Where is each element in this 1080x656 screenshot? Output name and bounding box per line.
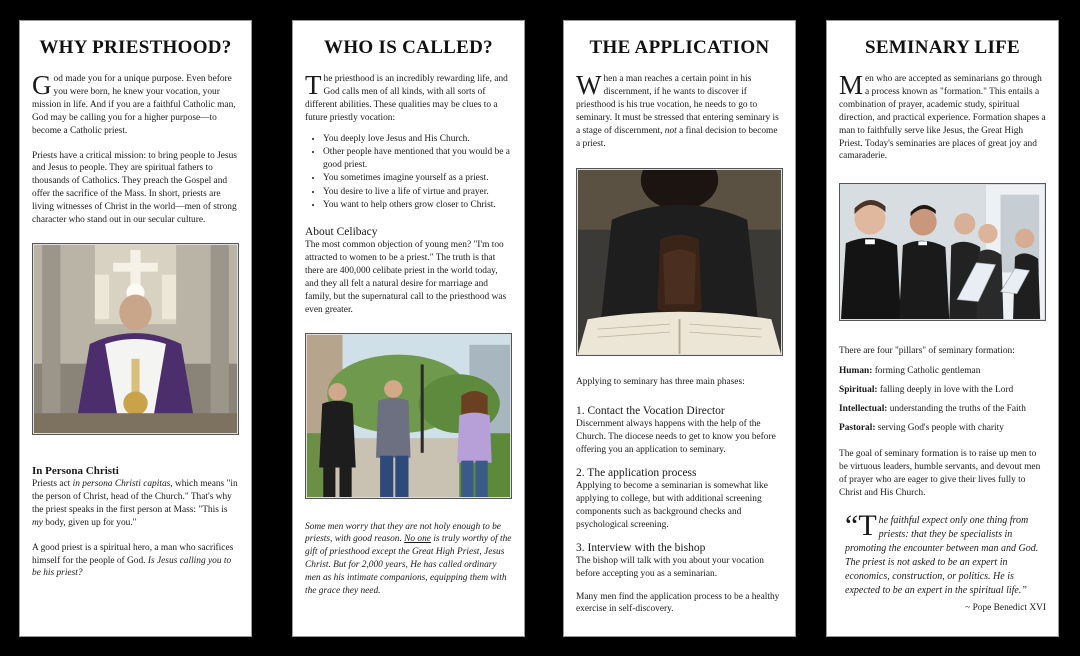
quote-attribution: ~ Pope Benedict XVI xyxy=(965,602,1046,613)
pillars-intro: There are four "pillars" of seminary formation: xyxy=(839,346,1015,357)
step-text: Discernment always happens with the help of the Church. The diocese needs to get to know you before offering you an application to seminary. xyxy=(576,419,776,456)
pillar-item: Spiritual: falling deeply in love with the Lord xyxy=(839,385,1014,396)
list-item: • You want to help others grow closer to Christ. xyxy=(323,199,512,212)
pillar-item: Human: forming Catholic gentleman xyxy=(839,366,981,377)
drop-cap: T xyxy=(305,70,322,100)
step-heading: 1. Contact the Vocation Director xyxy=(576,405,725,418)
panel-title: THE APPLICATION xyxy=(589,37,770,58)
benedict-quote: “T he faithful expect only one thing from priests: that they be specialists in promoting the encounter between man and God. The priest is not asked to be an expert in economics, construction, or politics. He is expected to be an expert in the spiritual life.” xyxy=(845,508,1039,596)
intro-paragraph: Men who are accepted as seminarians go through a process known as "formation." This entails a combination of prayer, academic study, spiritual direction, and practical experience. Formation shapes a man to faithfully serve like Jesus, the Great High Priest. Today's seminaries are places of great joy and camaraderie. xyxy=(839,70,1046,162)
list-item: • You desire to live a life of virtue and prayer. xyxy=(323,186,512,199)
drop-cap: G xyxy=(32,70,52,100)
goal-paragraph: The goal of seminary formation is to raise up men to be virtuous leaders, humble servants, and devout men of prayer who are eager to give their lives fully to Christ and His Church. xyxy=(839,449,1041,498)
panel-who-is-called xyxy=(292,20,525,637)
application-step xyxy=(576,542,783,581)
seminarians-in-class-photo xyxy=(839,183,1046,321)
qualities-list xyxy=(305,133,512,212)
section-heading: About Celibacy xyxy=(305,226,378,239)
panel-title: WHY PRIESTHOOD? xyxy=(39,37,232,58)
priest-walking-with-students-photo xyxy=(305,333,512,499)
step-text: The bishop will talk with you about your vocation before accepting you as a seminarian. xyxy=(576,555,764,579)
application-step xyxy=(576,467,783,532)
step-text: Applying to become a seminarian is somewhat like applying to college, but with additional screening components such as background checks and psychological screening. xyxy=(576,481,768,530)
application-step xyxy=(576,405,783,457)
priest-elevating-host-photo xyxy=(32,243,239,435)
panel-the-application xyxy=(563,20,796,637)
drop-cap: M xyxy=(839,70,864,100)
celibacy-paragraph: The most common objection of young men? "I'm too attracted to women to be a priest." The truth is that there are 400,000 celibate priest in the world today, and they all felt a natural desire for marriage and family, but the supernatural call to the priesthood was even greater. xyxy=(305,240,507,315)
section-heading: In Persona Christi xyxy=(32,464,119,477)
list-item: • You sometimes imagine yourself as a priest. xyxy=(323,172,512,185)
quote-mark: “T xyxy=(845,508,877,542)
list-item: • You deeply love Jesus and His Church. xyxy=(323,133,512,146)
panel-title: SEMINARY LIFE xyxy=(864,37,1021,58)
praying-hands-photo xyxy=(576,168,783,356)
pillar-item: Pastoral: serving God's people with charity xyxy=(839,423,1004,434)
in-persona-paragraph: Priests act in persona Christi capitas, which means "in the person of Christ, head of the Church." That's why the priest speaks in the first person at Mass: "This is my body, given up for you." xyxy=(32,478,238,528)
panel-seminary-life xyxy=(826,20,1059,637)
step-heading: 2. The application process xyxy=(576,467,697,480)
intro-paragraph: When a man reaches a certain point in his discernment, if he wants to discover if priesthood is his true vocation, he needs to go to seminary. It must be stressed that entering seminary is a stage of discernment, not a final decision to become a priest. xyxy=(576,70,779,149)
hero-paragraph: A good priest is a spiritual hero, a man who sacrifices himself for the people of God. Is Jesus calling you to be his priest? xyxy=(32,542,234,579)
list-item: • Other people have mentioned that you would be a good priest. xyxy=(323,146,512,172)
phases-intro: Applying to seminary has three main phases: xyxy=(576,377,745,388)
panel-why-priesthood xyxy=(19,20,252,637)
panel-title: WHO IS CALLED? xyxy=(324,37,493,58)
step-heading: 3. Interview with the bishop xyxy=(576,541,706,554)
mission-paragraph: Priests have a critical mission: to bring people to Jesus and Jesus to people. They are spiritual fathers to thousands of Catholics. They preach the Gospel and offer the sacrifice of the Mass. In short, priests are living witnesses of Christ in the world—men of strong character who stand out in our secular culture. xyxy=(32,150,237,226)
pillar-item: Intellectual: understanding the truths of the Faith xyxy=(839,404,1026,415)
intro-paragraph: God made you for a unique purpose. Even before you were born, he knew your vocation, your mission in life. And if you are a faithful Catholic man, God may be calling you for a higher purpose—to become a Catholic priest. xyxy=(32,70,236,136)
intro-paragraph: The priesthood is an incredibly rewarding life, and God calls men of all kinds, with all sorts of different abilities. These qualities may be clues to a future priestly vocation: xyxy=(305,70,508,123)
drop-cap: W xyxy=(576,70,602,100)
worry-paragraph: Some men worry that they are not holy enough to be priests, with good reason. No one is truly worthy of the gift of priesthood except the Great High Priest, Jesus Christ. But for 2,000 years, He has called ordinary men as his intimate companions, equipping them with the grace they need. xyxy=(305,521,512,597)
closing-paragraph: Many men find the application process to be a healthy exercise in self-discovery. xyxy=(576,591,780,615)
